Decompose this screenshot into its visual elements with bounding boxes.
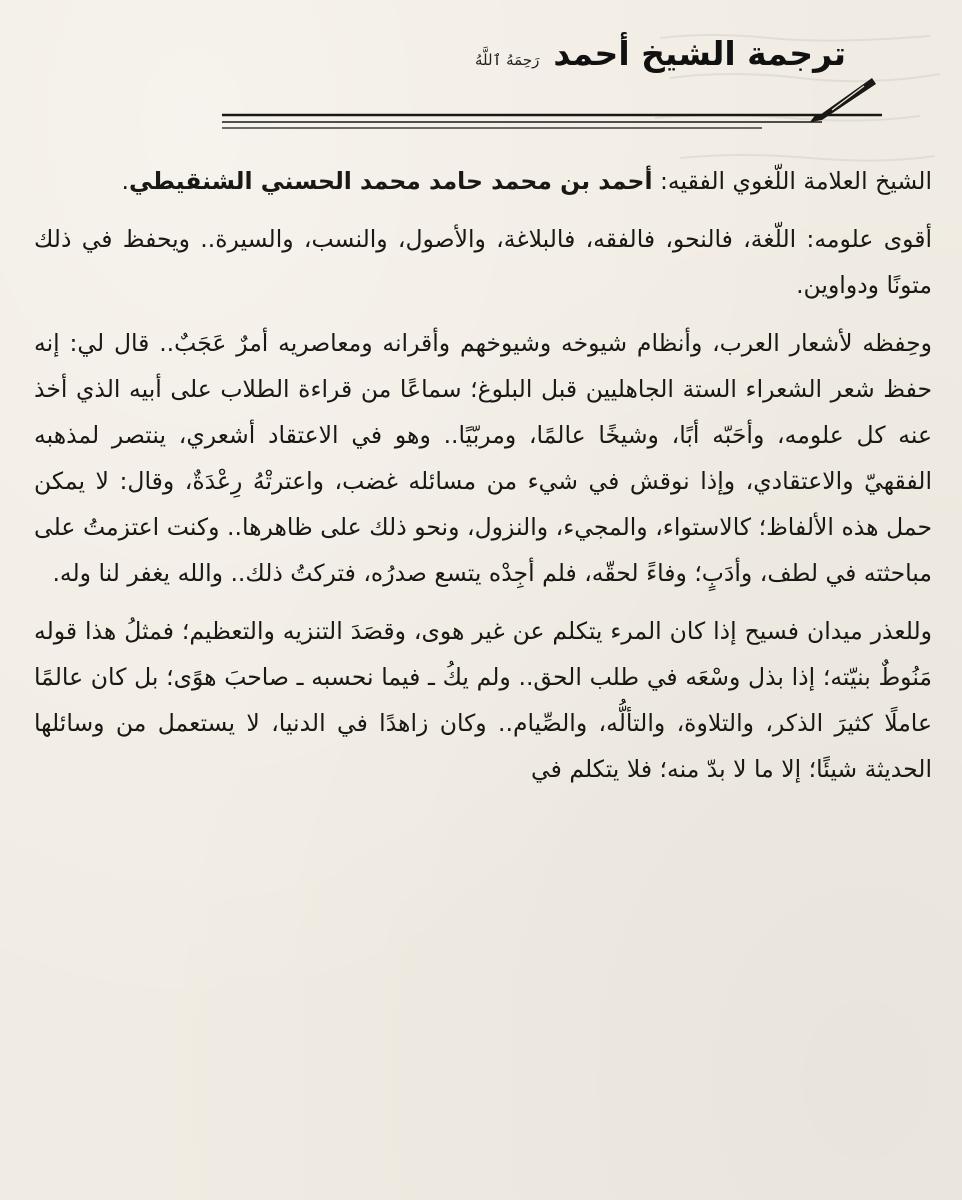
- page-title: ترجمة الشيخ أحمد: [553, 34, 846, 73]
- intro-end: .: [121, 167, 129, 195]
- chapter-header: [222, 30, 882, 130]
- paragraph-sciences: أقوى علومه: اللّغة، فالنحو، فالفقه، فالبلاغة، والأصول، والنسب، والسيرة.. ويحفظ في ذلك متونًا ودواوين.: [34, 225, 932, 299]
- paragraph-memorization: وحِفظه لأشعار العرب، وأنظام شيوخه وشيوخهم وأقرانه ومعاصريه أمرٌ عَجَبٌ.. قال لي: إنه حفظ شعر الشعراء الستة الجاهليين قبل البلوغ؛ سماعًا من قراءة الطلاب على أبيه الذي أخذ عنه كل علومه، وأحَبّه أبًا، وشيخًا عالمًا، ومربّيًا.. وهو في الاعتقاد أشعري، ينتصر لمذهبه الفقهيّ والاعتقادي، وإذا نوقش في شيء من مسائله غضب، واعترتْهُ رِعْدَةٌ، وقال: لا يمكن حمل هذه الألفاظ؛ كالاستواء، والمجيء، والنزول، ونحو ذلك على ظاهرها.. وكنت اعتزمتُ على مباحثته في لطف، وأدَبٍ؛ وفاءً لحقّه، فلم أجِدْه يتسع صدرُه، فتركتُ ذلك.. والله يغفر لنا وله.: [34, 329, 932, 587]
- paragraph-intro: [34, 158, 932, 204]
- title-underline-ornament: [222, 110, 882, 132]
- paragraph-excuse: وللعذر ميدان فسيح إذا كان المرء يتكلم عن غير هوى، وقصَدَ التنزيه والتعظيم؛ فمثلُ هذا قوله مَنُوطٌ بنيّته؛ إذا بذل وسْعَه في طلب الحق.. ولم يكُ ـ فيما نحسبه ـ صاحبَ هوًى؛ بل كان عالمًا عاملًا كثيرَ الذكر، والتلاوة، والتألُّه، والصِّيام.. وكان زاهدًا في الدنيا، لا يستعمل من وسائلها الحديثة شيئًا؛ إلا ما لا بدّ منه؛ فلا يتكلم في: [34, 617, 932, 783]
- subject-full-name: أحمد بن محمد حامد محمد الحسني الشنقيطي: [128, 167, 653, 195]
- title-row: [475, 34, 846, 73]
- biography-text: [34, 158, 932, 792]
- honorific-text: رَحِمَهُ ٱللَّهُ: [474, 51, 540, 69]
- intro-lead: الشيخ العلامة اللّغوي الفقيه:: [652, 167, 932, 195]
